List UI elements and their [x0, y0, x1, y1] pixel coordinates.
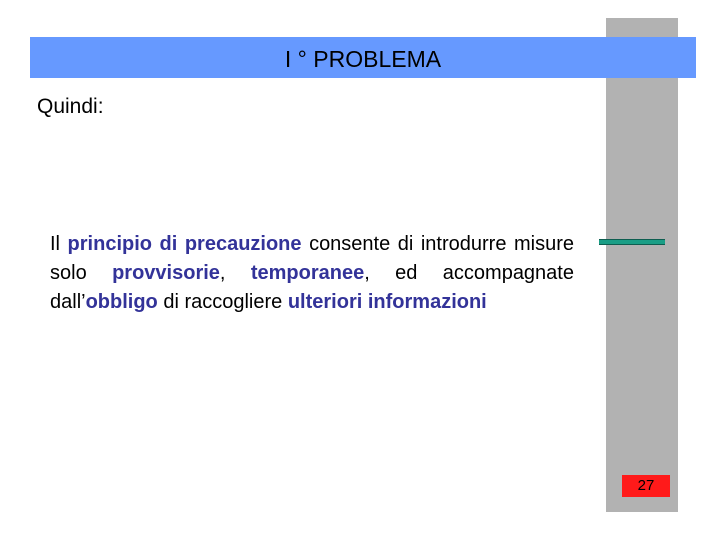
emphasis-segment: temporanee [250, 262, 365, 284]
intro-text: Quindi: [37, 95, 104, 118]
text-segment: Il [50, 233, 68, 255]
side-decoration-bar [606, 18, 678, 512]
connector-line [599, 239, 665, 245]
emphasis-segment: ulteriori informazioni [287, 291, 487, 313]
slide-title: I ° PROBLEMA [284, 46, 442, 72]
text-segment: , ed accompagnate dall’ [50, 262, 574, 313]
text-segment: di raccogliere [157, 291, 288, 313]
body-paragraph [50, 230, 574, 317]
emphasis-segment: provvisorie [112, 262, 220, 284]
emphasis-segment: principio di precauzione [67, 233, 302, 255]
text-segment: consente di introdurre misure solo [50, 233, 575, 284]
page-number-badge: 27 [622, 475, 670, 497]
emphasis-segment: obbligo [85, 291, 158, 313]
text-segment: , [219, 262, 251, 284]
